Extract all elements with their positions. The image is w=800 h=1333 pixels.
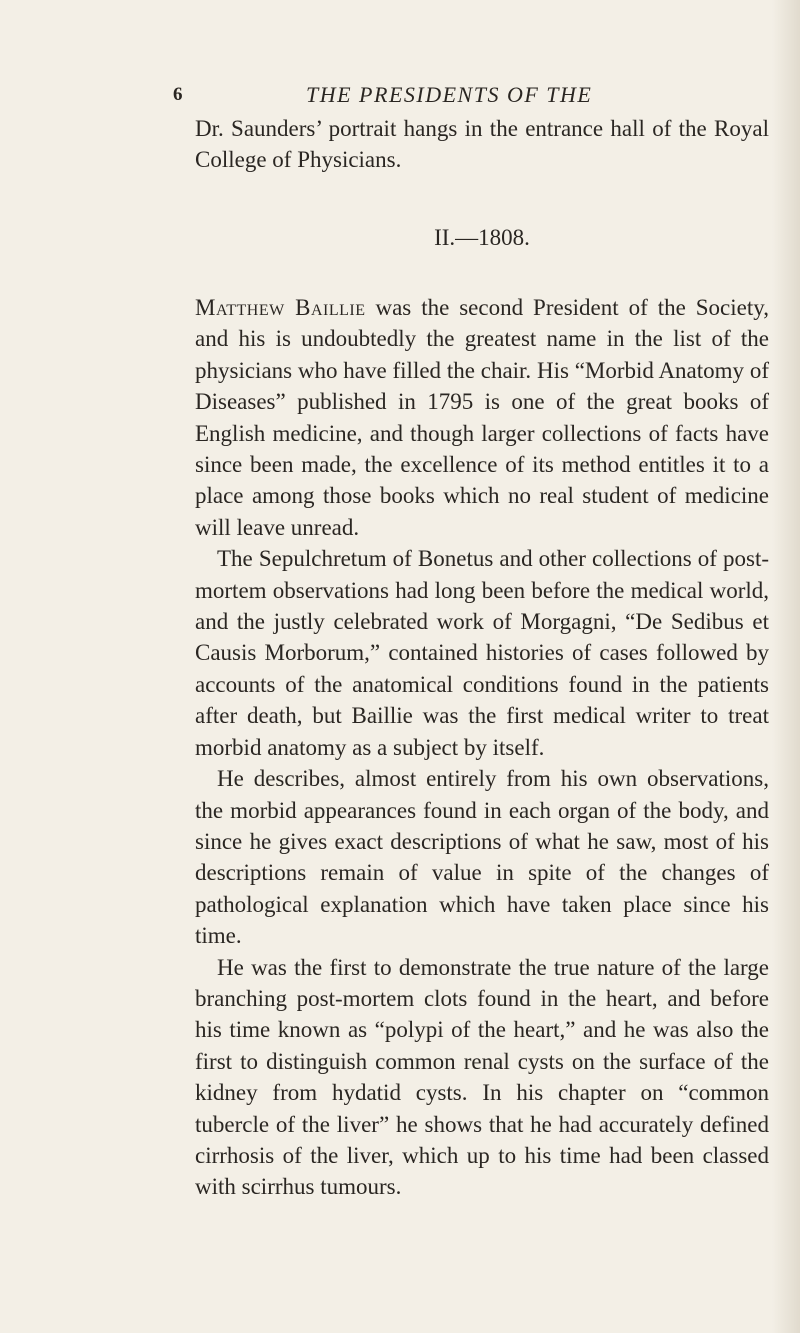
section-heading: II.—1808. bbox=[434, 225, 530, 250]
body-paragraph-text: was the second President of the Society, and his is undoubtedly the greatest name in the list of the physicians who have filled the chair. His “Morbid Anatomy of Diseases” published in 1795 is one of the great books of English medicine, and though larger collections of facts have since been made, the excellence of its method entitles it to a place among those books which no real student of medicine will leave unread. bbox=[195, 295, 769, 540]
page-number: 6 bbox=[173, 84, 183, 105]
intro-paragraph-block bbox=[195, 113, 769, 176]
page-edge-shadow bbox=[772, 0, 800, 1333]
body-paragraph bbox=[195, 292, 769, 543]
body-paragraph: He describes, almost entirely from his own observations, the morbid appearances found in each organ of the body, and since he gives exact descriptions of what he saw, most of his descriptions remain of value in spite of the changes of pathological explanation which have taken place since his time. bbox=[195, 766, 769, 949]
running-title: THE PRESIDENTS OF THE bbox=[306, 82, 593, 107]
section-body bbox=[195, 292, 769, 1203]
lead-name: Matthew Baillie bbox=[195, 295, 366, 320]
body-paragraph: The Sepulchretum of Bonetus and other collections of post-mortem observations had long been before the medical world, and the justly celebrated work of Morgagni, “De Sedibus et Causis Morborum,” contained histories of cases followed by accounts of the anatomical conditions found in the patients after death, but Baillie was the first medical writer to treat morbid anatomy as a subject by itself. bbox=[195, 546, 769, 760]
body-paragraph: He was the first to demonstrate the true nature of the large branching post-mortem clots found in the heart, and before his time known as “polypi of the heart,” and he was also the first to distinguish common renal cysts on the surface of the kidney from hydatid cysts. In his chapter on “common tubercle of the liver” he shows that he had accurately defined cirrhosis of the liver, which up to his time had been classed with scirrhus tumours. bbox=[195, 954, 769, 1200]
intro-paragraph: Dr. Saunders’ portrait hangs in the entrance hall of the Royal College of Physicians. bbox=[195, 116, 769, 173]
